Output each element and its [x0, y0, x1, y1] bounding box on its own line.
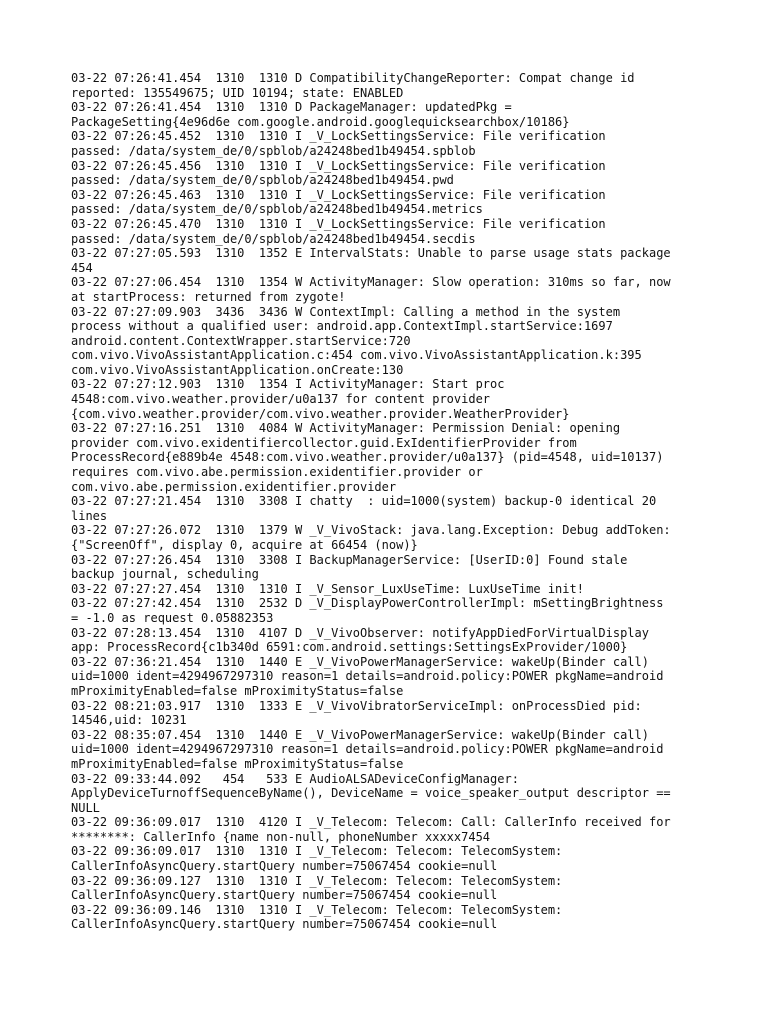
log-line: passed: /data/system_de/0/spblob/a24248bed1b49454.spblob [71, 143, 476, 158]
log-line: 03-22 07:26:45.456 1310 1310 I _V_LockSettingsService: File verification [71, 158, 606, 173]
log-line: com.vivo.VivoAssistantApplication.c:454 com.vivo.VivoAssistantApplication.k:395 [71, 348, 642, 363]
log-line: provider com.vivo.exidentifiercollector.guid.ExIdentifierProvider from [71, 435, 577, 450]
log-line: 03-22 09:36:09.017 1310 1310 I _V_Telecom: Telecom: TelecomSystem: [71, 844, 563, 859]
log-line: NULL [71, 800, 100, 815]
log-line: ProcessRecord{e889b4e 4548:com.vivo.weather.provider/u0a137} (pid=4548, uid=10137) [71, 450, 664, 465]
log-line: passed: /data/system_de/0/spblob/a24248bed1b49454.secdis [71, 231, 476, 246]
log-line: mProximityEnabled=false mProximityStatus=false [71, 756, 404, 771]
log-line: ApplyDeviceTurnoffSequenceByName(), DeviceName = voice_speaker_output descriptor == [71, 786, 671, 801]
log-line: 03-22 07:27:26.454 1310 3308 I BackupManagerService: [UserID:0] Found stale [71, 552, 628, 567]
log-line: 03-22 09:33:44.092 454 533 E AudioALSADeviceConfigManager: [71, 771, 519, 786]
log-line: android.content.ContextWrapper.startService:720 [71, 333, 411, 348]
log-line: PackageSetting{4e96d6e com.google.android.googlequicksearchbox/10186} [71, 114, 570, 129]
log-line: CallerInfoAsyncQuery.startQuery number=75067454 cookie=null [71, 888, 498, 903]
log-line: process without a qualified user: android.app.ContextImpl.startService:1697 [71, 319, 613, 334]
log-line: passed: /data/system_de/0/spblob/a24248bed1b49454.pwd [71, 173, 454, 188]
log-line: 03-22 07:27:12.903 1310 1354 I ActivityManager: Start proc [71, 377, 505, 392]
log-line: com.vivo.VivoAssistantApplication.onCreate:130 [71, 362, 404, 377]
log-line: 03-22 09:36:09.017 1310 4120 I _V_Telecom: Telecom: Call: CallerInfo received for [71, 815, 671, 830]
log-line: 03-22 07:27:05.593 1310 1352 E IntervalStats: Unable to parse usage stats package [71, 246, 671, 261]
log-line: 14546,uid: 10231 [71, 713, 187, 728]
log-line: reported: 135549675; UID 10194; state: ENABLED [71, 85, 404, 100]
log-line: 03-22 07:26:45.470 1310 1310 I _V_LockSettingsService: File verification [71, 216, 606, 231]
log-line: 03-22 07:26:45.463 1310 1310 I _V_LockSettingsService: File verification [71, 187, 606, 202]
log-line: {"ScreenOff", display 0, acquire at 66454 (now)} [71, 538, 418, 552]
log-line: {com.vivo.weather.provider/com.vivo.weather.provider.WeatherProvider} [71, 406, 570, 421]
log-line: 03-22 07:27:16.251 1310 4084 W ActivityManager: Permission Denial: opening [71, 421, 621, 436]
log-line: 03-22 07:27:26.072 1310 1379 W _V_VivoStack: java.lang.Exception: Debug addToken: [71, 523, 671, 538]
log-line: 03-22 07:27:09.903 3436 3436 W ContextImpl: Calling a method in the system [71, 304, 621, 319]
log-line: 03-22 07:27:06.454 1310 1354 W ActivityManager: Slow operation: 310ms so far, now [71, 275, 671, 290]
log-line: 03-22 09:36:09.146 1310 1310 I _V_Telecom: Telecom: TelecomSystem: [71, 902, 563, 917]
log-line: 03-22 07:28:13.454 1310 4107 D _V_VivoObserver: notifyAppDiedForVirtualDisplay [71, 625, 649, 640]
log-line: 03-22 08:21:03.917 1310 1333 E _V_VivoVibratorServiceImpl: onProcessDied pid: [71, 698, 642, 713]
log-line: com.vivo.abe.permission.exidentifier.provider [71, 479, 397, 494]
log-line: 03-22 08:35:07.454 1310 1440 E _V_VivoPowerManagerService: wakeUp(Binder call) [71, 727, 649, 742]
log-line: 03-22 07:26:41.454 1310 1310 D CompatibilityChangeReporter: Compat change id [71, 71, 635, 85]
log-line: passed: /data/system_de/0/spblob/a24248bed1b49454.metrics [71, 202, 483, 217]
log-line: 03-22 07:27:27.454 1310 1310 I _V_Sensor_LuxUseTime: LuxUseTime init! [71, 581, 584, 596]
log-line: 454 [71, 260, 93, 275]
log-line: = -1.0 as request 0.05882353 [71, 610, 274, 625]
log-line: 03-22 07:36:21.454 1310 1440 E _V_VivoPowerManagerService: wakeUp(Binder call) [71, 654, 649, 669]
log-line: uid=1000 ident=4294967297310 reason=1 details=android.policy:POWER pkgName=android [71, 742, 664, 757]
log-line: mProximityEnabled=false mProximityStatus=false [71, 683, 404, 698]
log-line: 03-22 07:27:21.454 1310 3308 I chatty : uid=1000(system) backup-0 identical 20 [71, 494, 657, 509]
log-text-block [71, 71, 701, 932]
log-line: 03-22 09:36:09.127 1310 1310 I _V_Telecom: Telecom: TelecomSystem: [71, 873, 563, 888]
log-line: ********: CallerInfo {name non-null, phoneNumber xxxxx7454 [71, 829, 491, 844]
log-line: CallerInfoAsyncQuery.startQuery number=75067454 cookie=null [71, 859, 498, 874]
log-line: app: ProcessRecord{c1b340d 6591:com.android.settings:SettingsExProvider/1000} [71, 640, 628, 655]
log-line: 4548:com.vivo.weather.provider/u0a137 for content provider [71, 392, 491, 407]
log-line: 03-22 07:26:41.454 1310 1310 D PackageManager: updatedPkg = [71, 100, 512, 115]
log-line: CallerInfoAsyncQuery.startQuery number=75067454 cookie=null [71, 917, 498, 932]
log-line: 03-22 07:26:45.452 1310 1310 I _V_LockSettingsService: File verification [71, 129, 606, 144]
log-line: lines [71, 508, 108, 523]
log-line: at startProcess: returned from zygote! [71, 289, 346, 304]
log-line: requires com.vivo.abe.permission.exidentifier.provider or [71, 465, 483, 480]
log-line: uid=1000 ident=4294967297310 reason=1 details=android.policy:POWER pkgName=android [71, 669, 664, 684]
log-line: backup journal, scheduling [71, 567, 259, 582]
log-line: 03-22 07:27:42.454 1310 2532 D _V_DisplayPowerControllerImpl: mSettingBrightness [71, 596, 664, 611]
